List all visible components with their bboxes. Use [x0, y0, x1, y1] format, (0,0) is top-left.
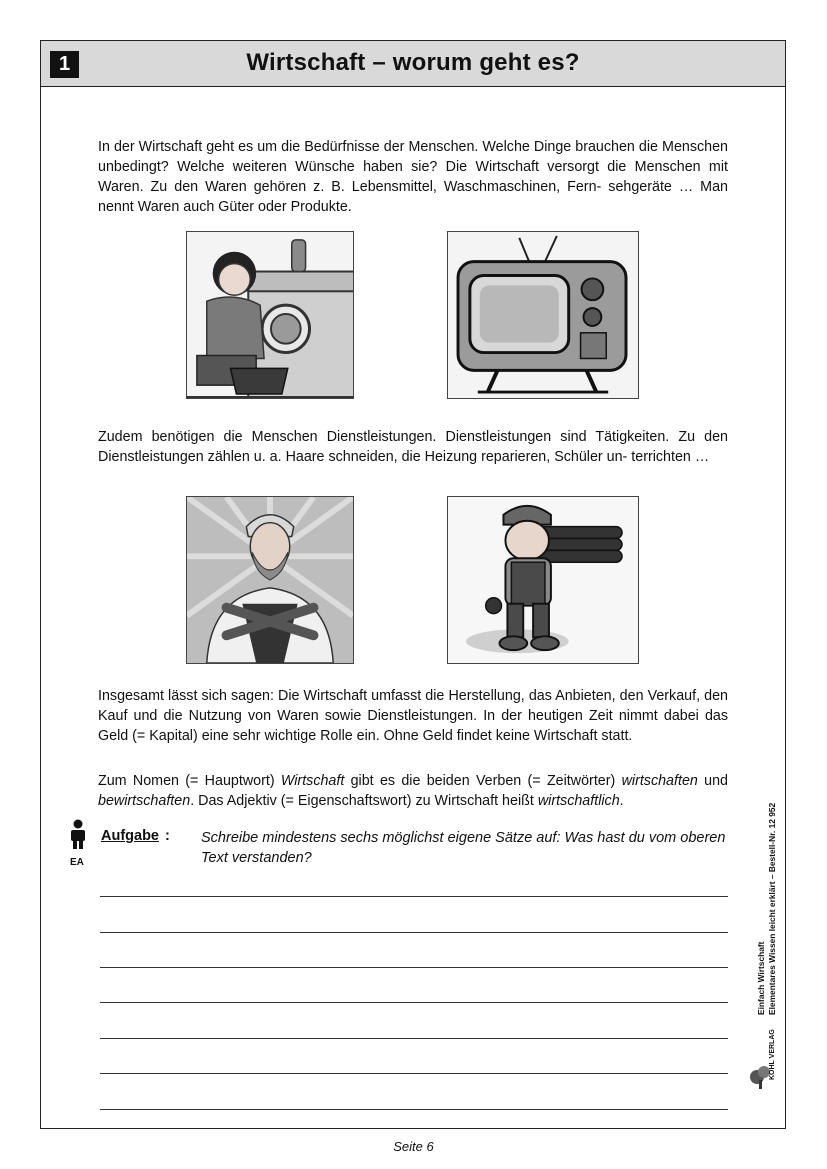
term-bewirtschaften: bewirtschaften: [98, 793, 191, 809]
publisher-sidebar: [756, 750, 786, 1090]
television-image: [447, 231, 639, 399]
book-subtitle-order-number: Elementares Wissen leicht erklärt – Bestell-Nr. 12 952: [767, 802, 777, 1015]
task-instruction: Schreibe mindestens sechs möglichst eigene Sätze auf: Was hast du vom oberen Text verstanden?: [201, 830, 726, 866]
writing-line[interactable]: [100, 1038, 728, 1039]
writing-line[interactable]: [100, 896, 728, 897]
writing-line[interactable]: [100, 1002, 728, 1003]
person-icon: [68, 819, 88, 849]
term-wirtschaft: Wirtschaft: [280, 773, 345, 789]
writing-line[interactable]: [100, 932, 728, 933]
washing-machine-image: [186, 231, 354, 399]
paragraph-goods: In der Wirtschaft geht es um die Bedürfnisse der Menschen. Welche Dinge brauchen die Menschen unbedingt? Welche weiteren Wünsche haben sie? Die Wirtschaft versorgt die Menschen mit Waren. Zu den Waren gehören z. B. Lebensmittel, Waschmaschinen, Fern- sehgeräte … Man nennt Waren auch Güter oder Produkte.: [98, 139, 728, 215]
paragraph-summary: Insgesamt lässt sich sagen: Die Wirtschaft umfasst die Herstellung, das Anbieten, den Verkauf, den Kauf und die Nutzung von Waren sowie Dienstleistungen. In der heutigen Zeit nimmt dabei das Geld (= Kapital) eine sehr wichtige Rolle ein. Ohne Geld findet keine Wirtschaft statt.: [98, 688, 728, 744]
header-bar: [41, 41, 785, 87]
writing-line[interactable]: [100, 1109, 728, 1110]
paragraph-word-forms: Zum Nomen (= Hauptwort) Wirtschaft gibt es die beiden Verben (= Zeitwörter) wirtschaften und bewirtschaften. Das Adjektiv (= Eigenschaftswort) zu Wirtschaft heißt wirtschaftlich.: [98, 773, 728, 809]
book-title: Einfach Wirtschaft: [756, 941, 766, 1015]
paragraph-services: Zudem benötigen die Menschen Dienstleistungen. Dienstleistungen sind Tätigkeiten. Zu den Dienstleistungen zählen u. a. Haare schneiden, die Heizung reparieren, Schüler un- terrichten …: [98, 429, 728, 465]
task-label: Aufgabe: [101, 828, 159, 844]
page-title: Wirtschaft – worum geht es?: [246, 49, 580, 76]
plumber-image: [447, 496, 639, 664]
publisher-name: KOHL VERLAG: [769, 1029, 776, 1080]
page-number: Seite 6: [393, 1139, 434, 1154]
term-wirtschaften: wirtschaften: [621, 773, 698, 789]
social-form-label: EA: [70, 857, 84, 868]
barber-image: [186, 496, 354, 664]
writing-line[interactable]: [100, 1073, 728, 1074]
section-number: 1: [50, 51, 79, 78]
writing-line[interactable]: [100, 967, 728, 968]
task-colon: :: [165, 828, 170, 844]
term-wirtschaftlich: wirtschaftlich: [537, 793, 620, 809]
